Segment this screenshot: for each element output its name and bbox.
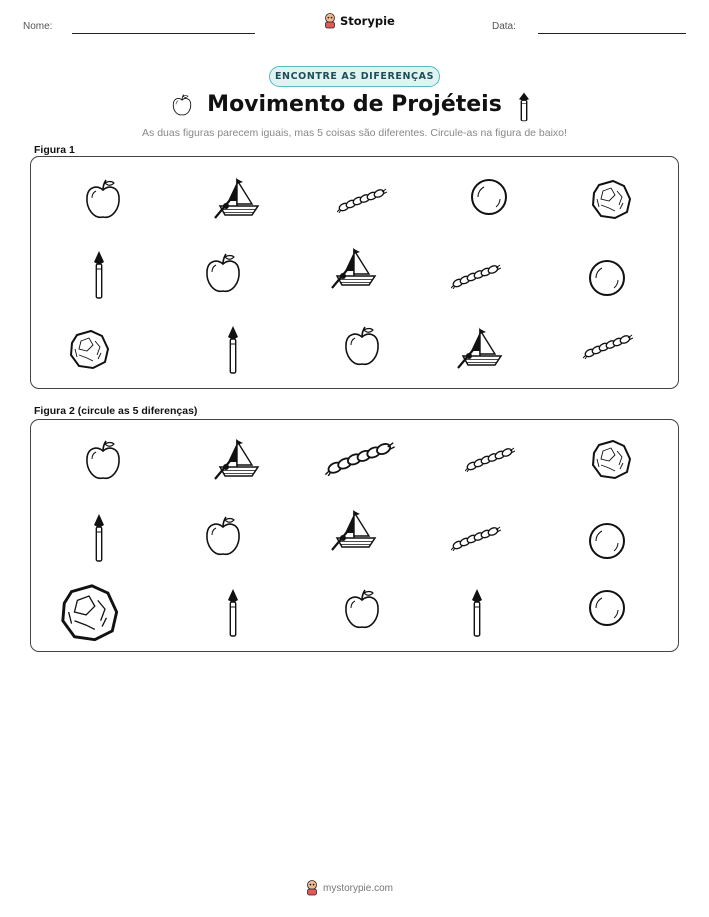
rock-icon	[589, 177, 633, 221]
category-badge: ENCONTRE AS DIFERENÇAS	[269, 66, 440, 87]
spear-icon	[518, 92, 530, 122]
rope-icon	[451, 263, 501, 289]
storypie-mascot-icon	[323, 13, 337, 29]
rope-icon	[583, 333, 633, 359]
spear-icon-changed[interactable]	[470, 588, 484, 638]
boat-icon	[212, 176, 260, 220]
figure-2-label: Figura 2 (circule as 5 diferenças)	[34, 405, 198, 417]
brand-name: Storypie	[340, 14, 395, 28]
footer-url[interactable]: mystorypie.com	[323, 882, 394, 894]
figure-1-label: Figura 1	[34, 144, 75, 156]
figure-1-panel	[30, 156, 679, 389]
boat-icon	[455, 326, 503, 370]
brand-logo	[323, 13, 395, 29]
ball-icon	[469, 177, 509, 217]
instructions: As duas figuras parecem iguais, mas 5 coisas são diferentes. Circule-as na figura de baixo!	[142, 127, 567, 139]
spear-icon	[226, 325, 240, 375]
spear-icon	[226, 588, 240, 638]
apple-icon	[203, 514, 243, 560]
rope-icon	[337, 187, 387, 213]
rock-icon-larger[interactable]	[57, 580, 121, 644]
figure-2-panel	[30, 419, 679, 652]
rock-icon	[67, 327, 111, 371]
page-title: Movimento de Projéteis	[207, 92, 502, 117]
apple-icon	[342, 587, 382, 633]
footer	[305, 880, 393, 896]
spear-icon	[92, 250, 106, 300]
apple-icon	[203, 251, 243, 297]
boat-icon	[212, 437, 260, 481]
date-label: Data:	[492, 21, 516, 32]
rope-icon-larger[interactable]	[325, 440, 395, 476]
ball-icon	[587, 521, 627, 561]
storypie-mascot-icon	[305, 880, 319, 896]
rope-icon	[451, 525, 501, 551]
rope-icon[interactable]	[465, 446, 515, 472]
date-line[interactable]	[538, 33, 686, 34]
name-label: Nome:	[23, 21, 53, 32]
apple-icon	[83, 438, 123, 484]
name-line[interactable]	[72, 33, 255, 34]
boat-icon	[329, 508, 377, 552]
apple-icon	[83, 177, 123, 223]
spear-icon	[92, 513, 106, 563]
rock-icon	[589, 437, 633, 481]
ball-icon-changed[interactable]	[587, 588, 627, 628]
apple-icon	[342, 324, 382, 370]
ball-icon	[587, 258, 627, 298]
boat-icon	[329, 246, 377, 290]
